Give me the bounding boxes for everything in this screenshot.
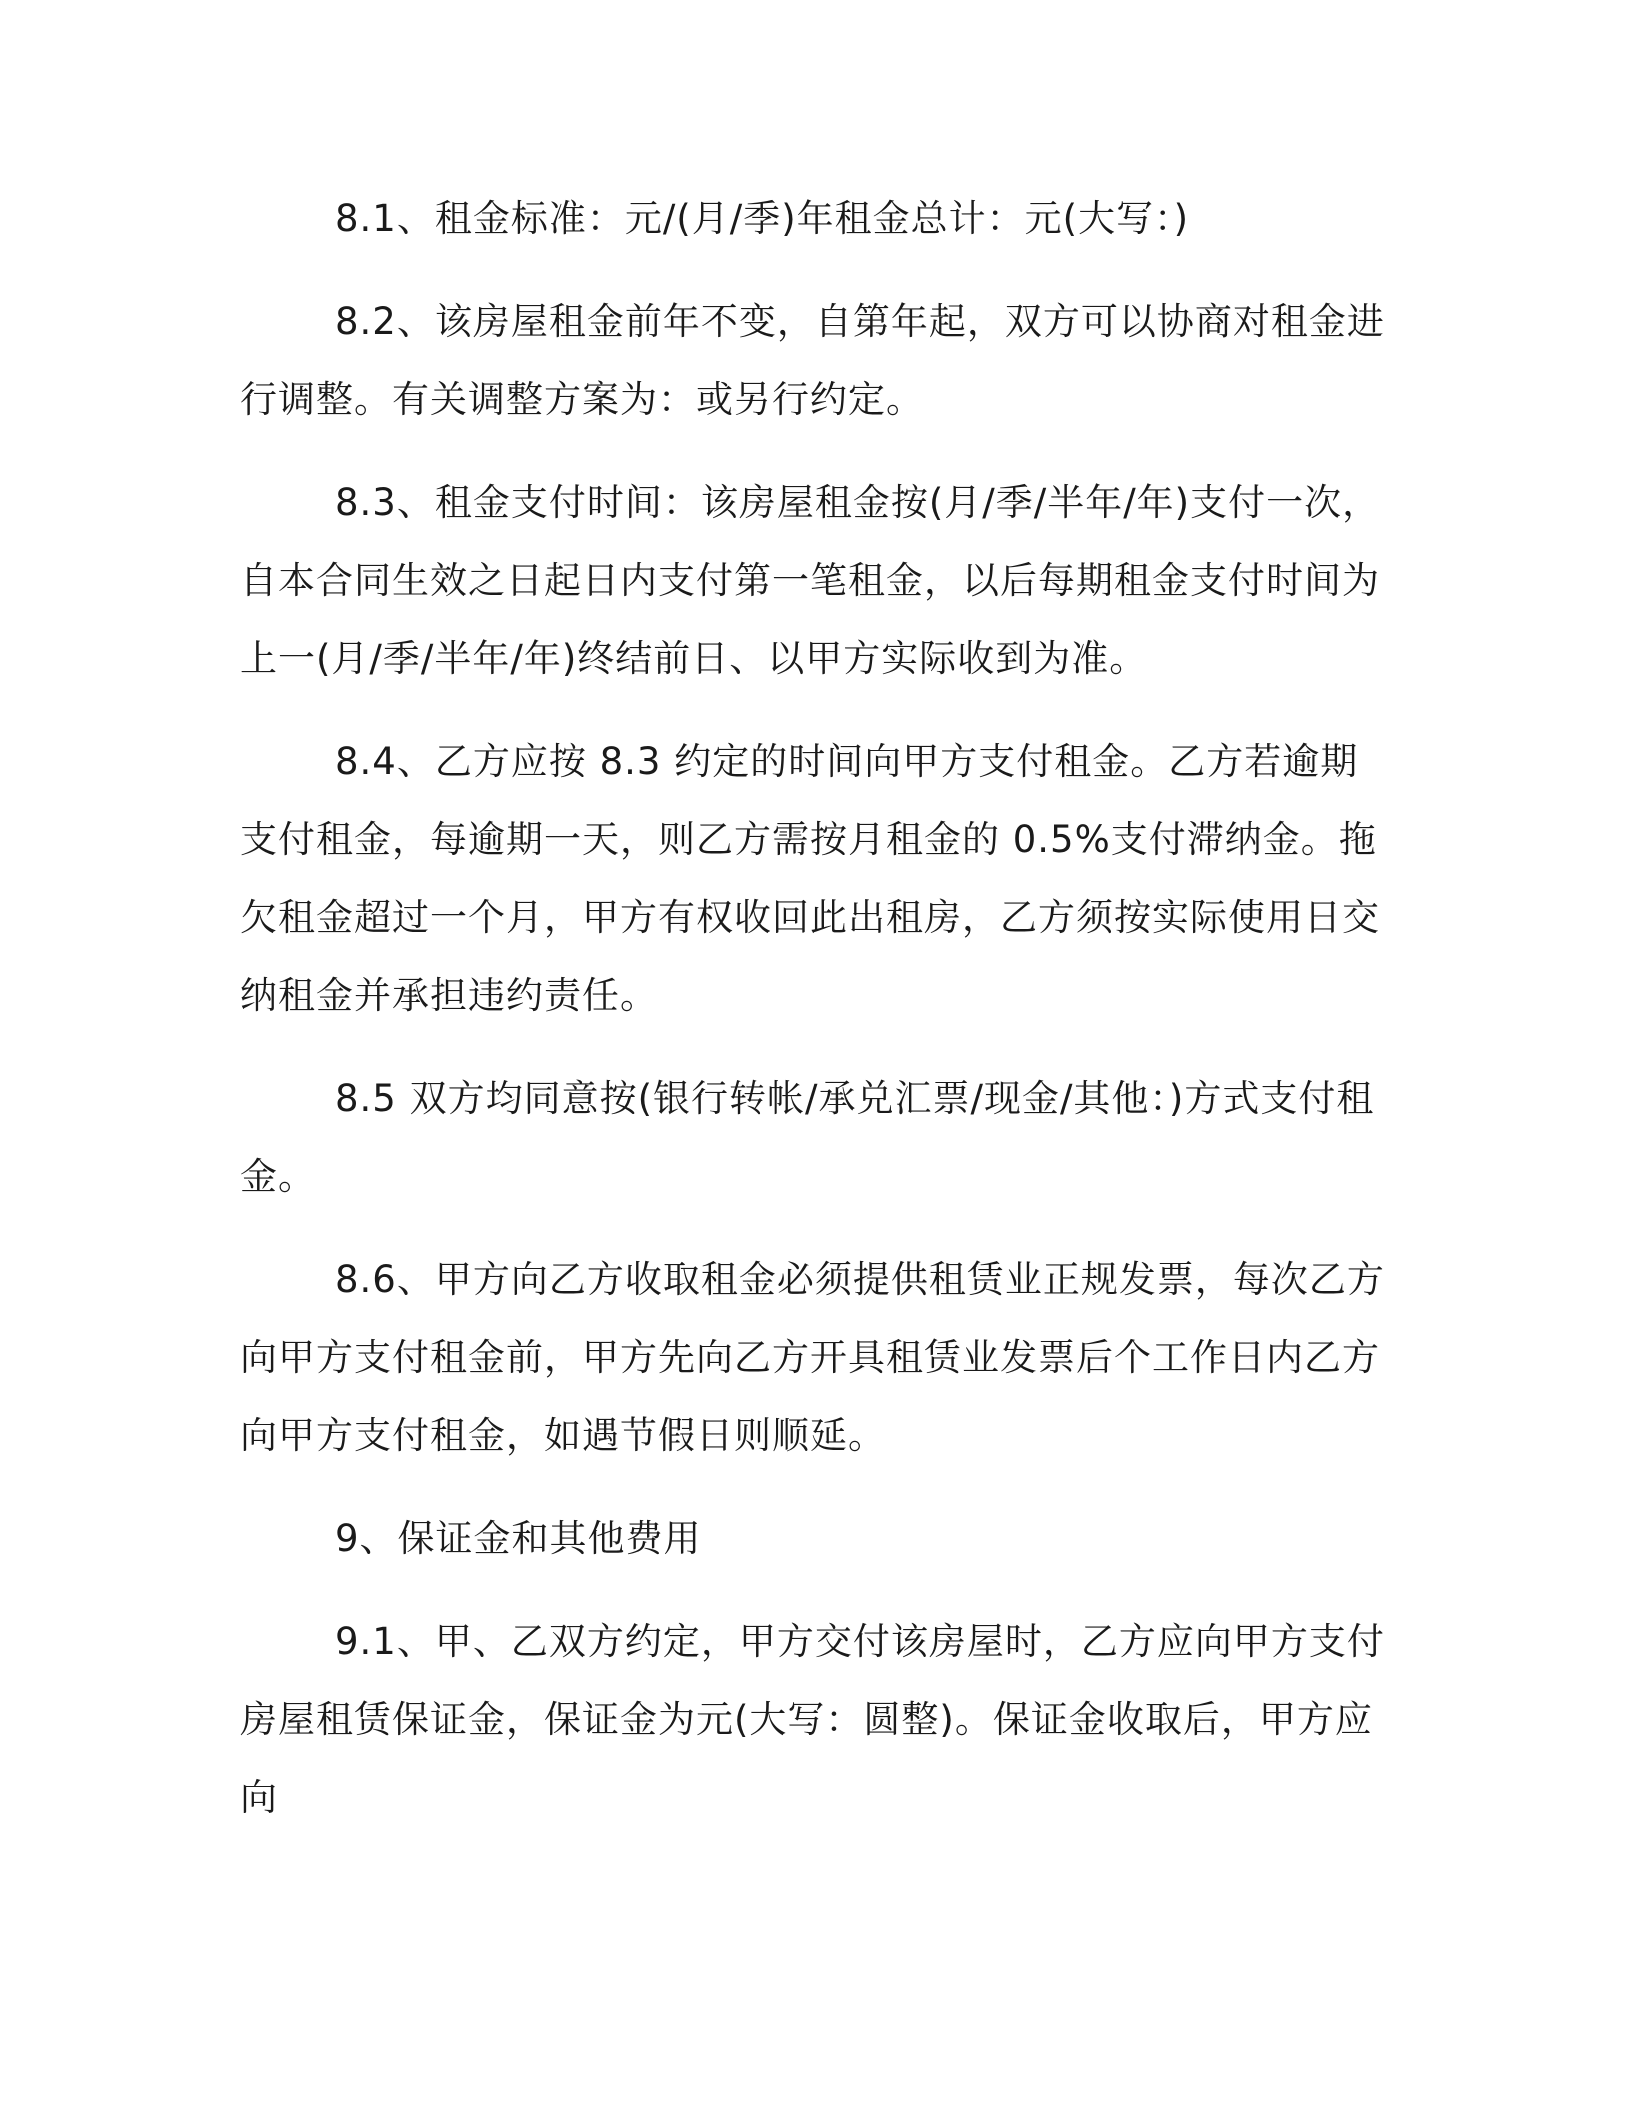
paragraph-8-4: 8.4、乙方应按 8.3 约定的时间向甲方支付租金。乙方若逾期支付租金，每逾期一天，则乙方需按月租金的 0.5%支付滞纳金。拖欠租金超过一个月，甲方有权收回此出租房，乙方须按实际使用日交纳租金并承担违约责任。 bbox=[240, 740, 1380, 1017]
paragraph-9-1: 9.1、甲、乙双方约定，甲方交付该房屋时，乙方应向甲方支付房屋租赁保证金，保证金为元(大写：圆整)。保证金收取后，甲方应向 bbox=[240, 1620, 1385, 1819]
paragraph-8-3: 8.3、租金支付时间：该房屋租金按(月/季/半年/年)支付一次，自本合同生效之日起日内支付第一笔租金，以后每期租金支付时间为上一(月/季/半年/年)终结前日、以甲方实际收到为准。 bbox=[240, 481, 1381, 680]
paragraph-8-5: 8.5 双方均同意按(银行转帐/承兑汇票/现金/其他：)方式支付租金。 bbox=[240, 1077, 1375, 1198]
document-body bbox=[240, 180, 1390, 1862]
paragraph-8-1: 8.1、租金标准：元/(月/季)年租金总计：元(大写：) bbox=[335, 197, 1190, 240]
paragraph-8-6: 8.6、甲方向乙方收取租金必须提供租赁业正规发票，每次乙方向甲方支付租金前，甲方先向乙方开具租赁业发票后个工作日内乙方向甲方支付租金，如遇节假日则顺延。 bbox=[240, 1258, 1385, 1457]
section-heading-9: 9、保证金和其他费用 bbox=[335, 1517, 702, 1560]
paragraph-8-2: 8.2、该房屋租金前年不变，自第年起，双方可以协商对租金进行调整。有关调整方案为：或另行约定。 bbox=[240, 300, 1385, 421]
